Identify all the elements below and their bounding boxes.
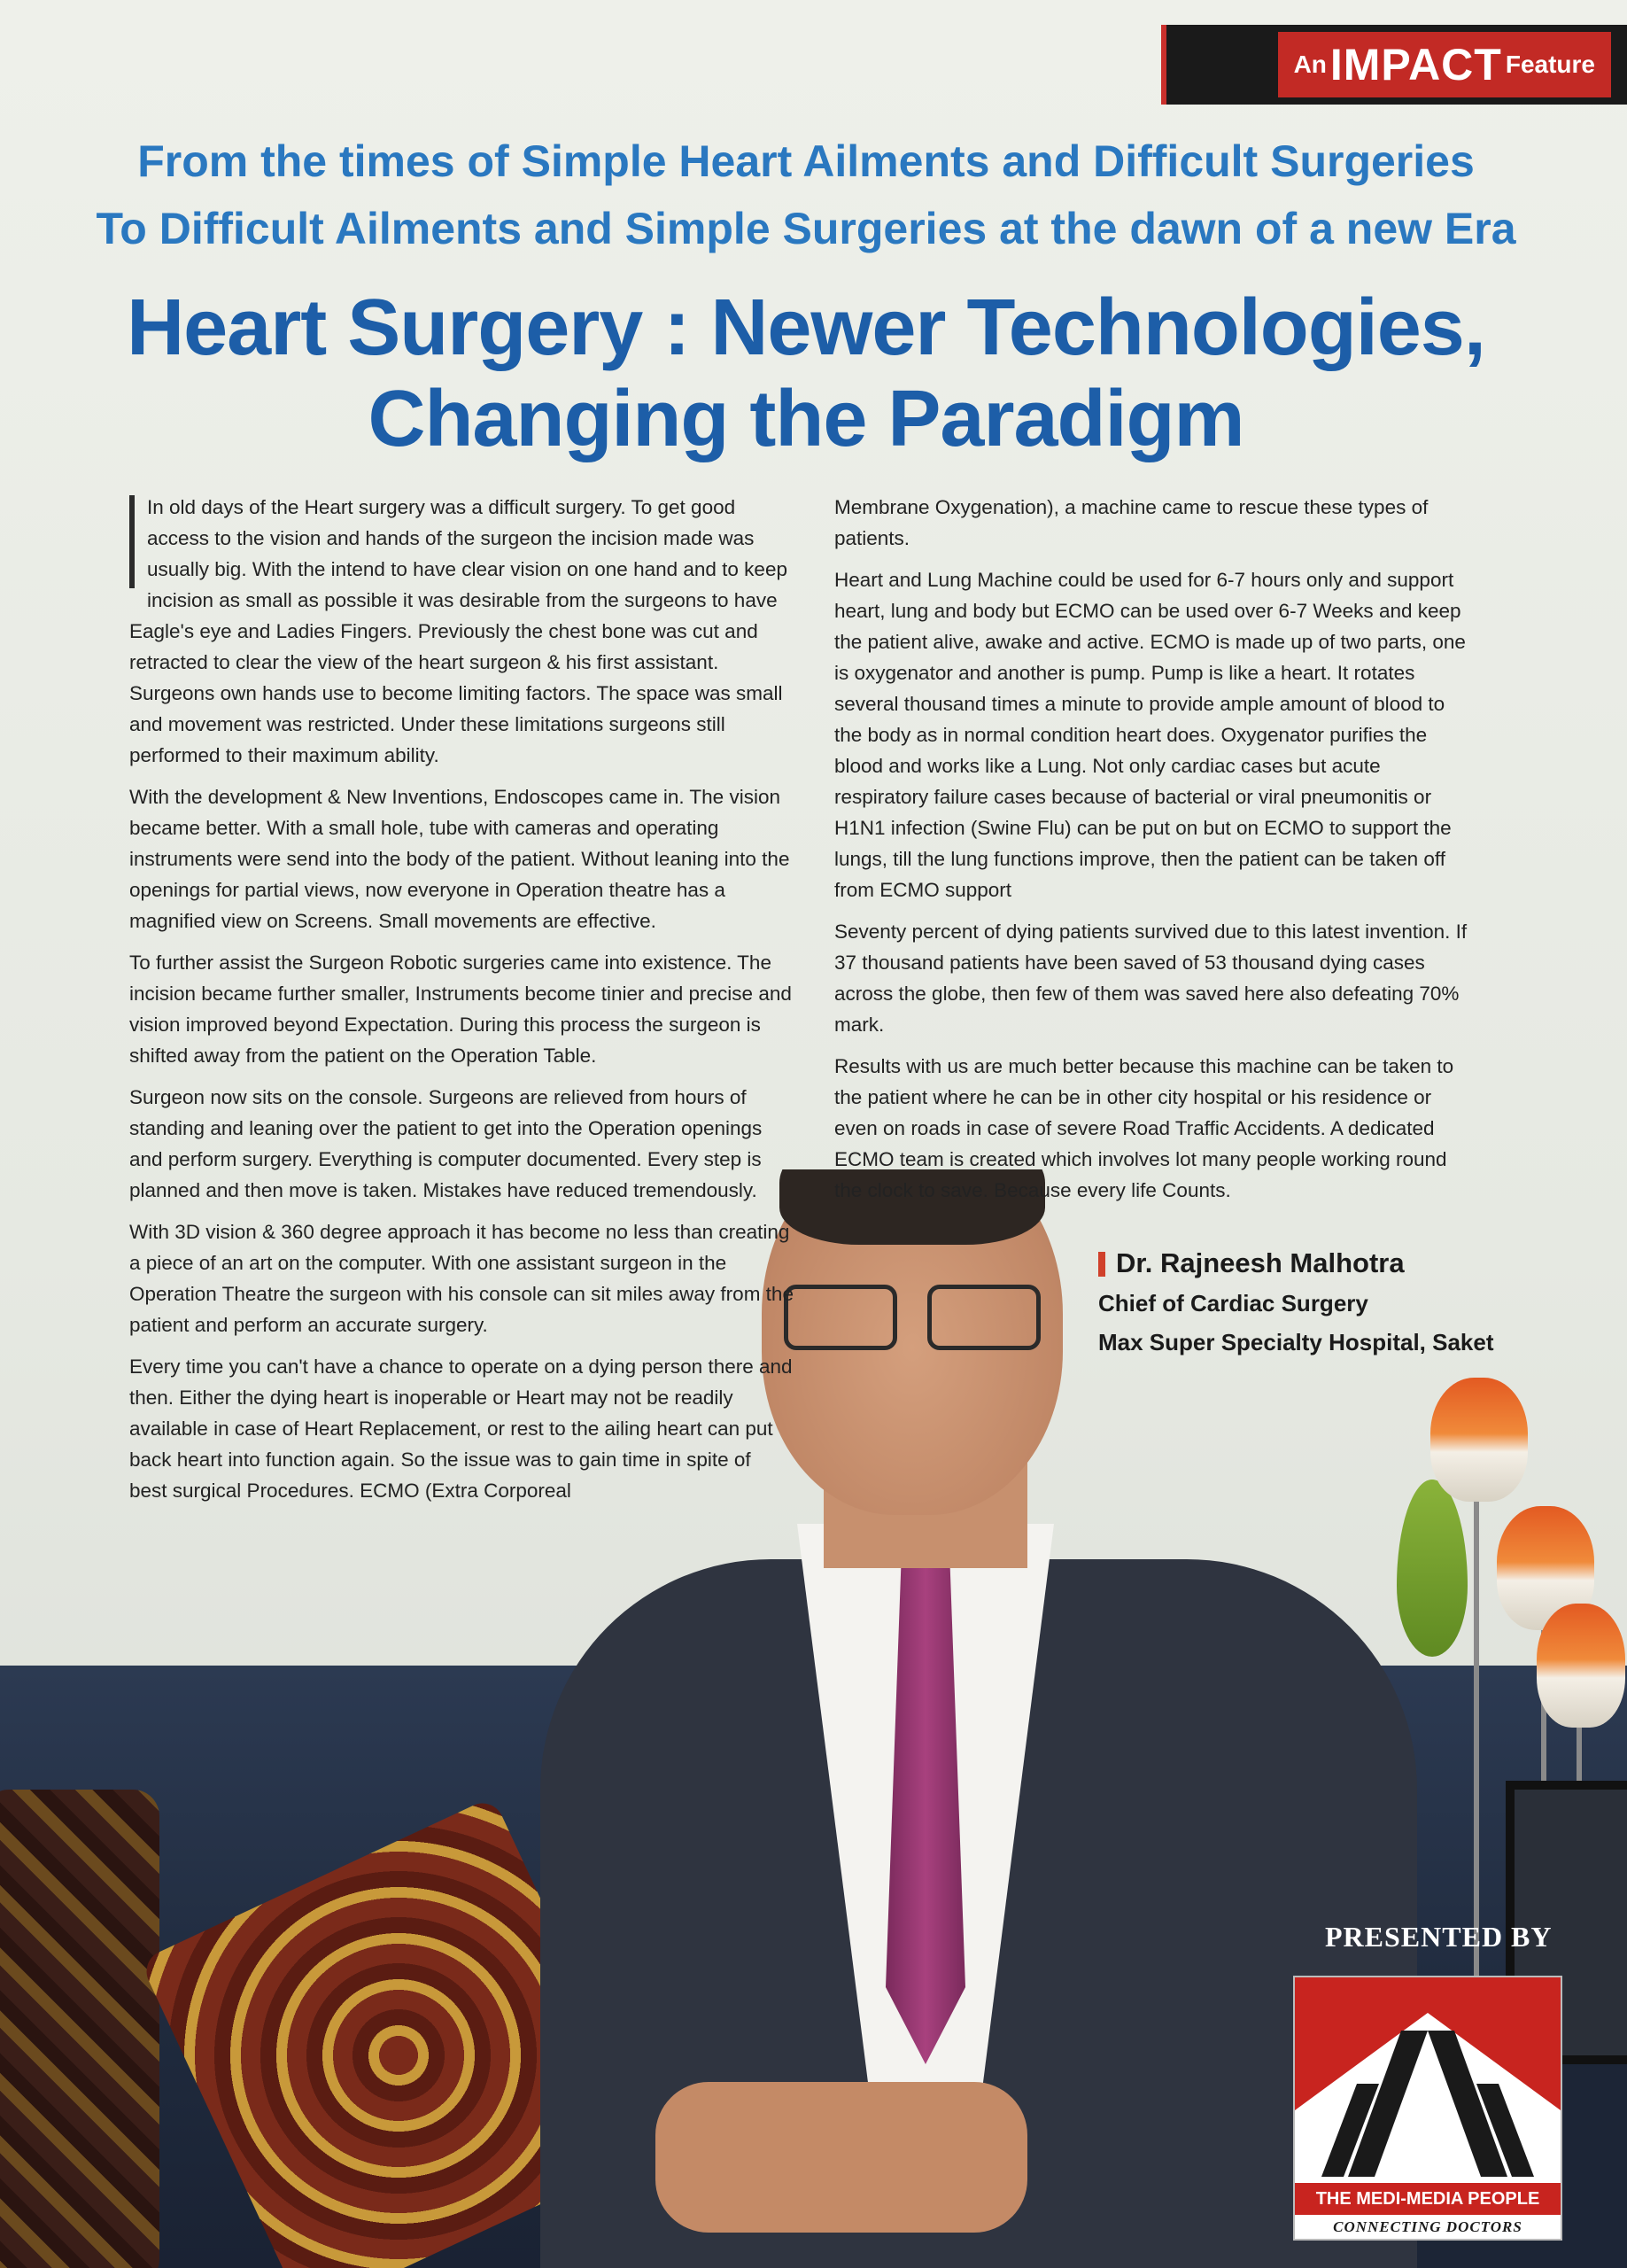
- subheading-line-2: To Difficult Ailments and Simple Surgeries at the dawn of a new Era: [96, 204, 1516, 253]
- impact-feature-badge: [1161, 25, 1627, 105]
- article-paragraph: Surgeon now sits on the console. Surgeons are relieved from hours of standing and leaning over the patient to get into the Operation openings and perform surgery. Everything is computer documented. Every step is planned and then move is taken. Mistakes have reduced tremendously.: [129, 1086, 763, 1201]
- badge-suffix: Feature: [1505, 50, 1595, 78]
- decor-tulip: [1537, 1604, 1625, 1728]
- paragraph-text: In old days of the Heart surgery was a difficult surgery. To get good access to the vision and hands of the surgeon the incision made was usually big. With the intend to have clear vision on one hand and to keep incision as small as possible it was desirable from the surgeons to have Eagle's eye and Ladies Fingers. Previously the chest bone was cut and retracted to clear the view of the heart surgeon & his first assistant. Surgeons own hands use to become limiting factors. The space was small and movement was restricted. Under these limitations surgeons still performed to their maximum ability.: [129, 496, 787, 766]
- drop-cap-bar: [129, 495, 135, 588]
- article-paragraph: With the development & New Inventions, Endoscopes came in. The vision became better. With a small hole, tube with cameras and operating instruments were send into the body of the patient. Without leaning into the openings for partial views, now everyone in Operation theatre has a magnified view on Screens. Small movements are effective.: [129, 786, 790, 932]
- author-name: Dr. Rajneesh Malhotra: [1098, 1243, 1494, 1284]
- article-paragraph: Heart and Lung Machine could be used for 6-7 hours only and support heart, lung and body but ECMO can be used over 6-7 Weeks and keep the patient alive, awake and active. ECMO is made up of two parts, one is oxygenator and another is pump. Pump is like a heart. It rotates several thousand times a minute to provide ample amount of blood to the body as in normal condition heart does. Oxygenator purifies the blood and works like a Lung. Not only cardiac cases but acute respiratory failure cases because of bacterial or viral pneumonitis or H1N1 infection (Swine Flu) can be put on but on ECMO to support the lungs, till the lung functions improve, then the patient can be taken off from ECMO support: [834, 569, 1466, 901]
- badge-prefix: An: [1293, 50, 1327, 78]
- author-byline: [1098, 1243, 1494, 1362]
- logo-mark: [1295, 1977, 1561, 2181]
- eyeglasses: [784, 1285, 1041, 1347]
- medi-media-logo: [1293, 1976, 1562, 2241]
- article-left-column: [129, 492, 794, 1517]
- article-title-line-2: Changing the Paradigm: [368, 375, 1244, 463]
- dark-cushion: [0, 1790, 159, 2268]
- decor-leaf: [1397, 1480, 1468, 1657]
- logo-tagline: CONNECTING DOCTORS: [1333, 2218, 1522, 2235]
- author-hospital: Max Super Specialty Hospital, Saket: [1098, 1329, 1494, 1355]
- subheading-line-1: From the times of Simple Heart Ailments and Difficult Surgeries: [137, 136, 1475, 186]
- presented-by-label: PRESENTED BY: [1325, 1921, 1553, 1953]
- right-lens: [927, 1285, 1041, 1350]
- article-paragraph: Results with us are much better because this machine can be taken to the patient where he can be in other city hospital or his residence or even on roads in case of severe Road Traffic Accidents. A dedicated ECMO team is created which involves lot many people working round the clock to save. Because every life Counts.: [834, 1055, 1454, 1201]
- article-paragraph: Seventy percent of dying patients survived due to this latest invention. If 37 thousand patients have been saved of 53 thousand dying cases across the globe, then few of them was saved here also defeating 70% mark.: [834, 920, 1468, 1036]
- article-paragraph: Membrane Oxygenation), a machine came to rescue these types of patients.: [834, 496, 1429, 549]
- badge-brand: IMPACT: [1329, 40, 1502, 89]
- author-role: Chief of Cardiac Surgery: [1098, 1290, 1368, 1317]
- clasped-hands: [655, 2082, 1027, 2233]
- article-right-column: [834, 492, 1468, 1216]
- decor-tulip: [1430, 1378, 1528, 1502]
- article-paragraph: With 3D vision & 360 degree approach it has become no less than creating a piece of an art on the computer. With one assistant surgeon in the Operation Theatre the surgeon with his console can sit miles away from the patient and perform an accurate surgery.: [129, 1221, 794, 1336]
- article-paragraph: To further assist the Surgeon Robotic surgeries came into existence. The incision became further smaller, Instruments become tinier and precise and vision improved beyond Expectation. During this process the surgeon is shifted away from the patient on the Operation Table.: [129, 951, 792, 1067]
- article-paragraph: [129, 492, 794, 771]
- article-title-line-1: Heart Surgery : Newer Technologies,: [127, 284, 1485, 372]
- logo-mark-icon: [1295, 1977, 1561, 2181]
- logo-name: THE MEDI-MEDIA PEOPLE: [1295, 2183, 1561, 2215]
- badge-inner: [1278, 32, 1611, 97]
- left-lens: [784, 1285, 897, 1350]
- article-paragraph: Every time you can't have a chance to operate on a dying person there and then. Either the dying heart is inoperable or Heart may not be readily available in case of Heart Replacement, or rest to the ailing heart can put back heart into function again. So the issue was to gain time in spite of best surgical Procedures. ECMO (Extra Corporeal: [129, 1355, 793, 1502]
